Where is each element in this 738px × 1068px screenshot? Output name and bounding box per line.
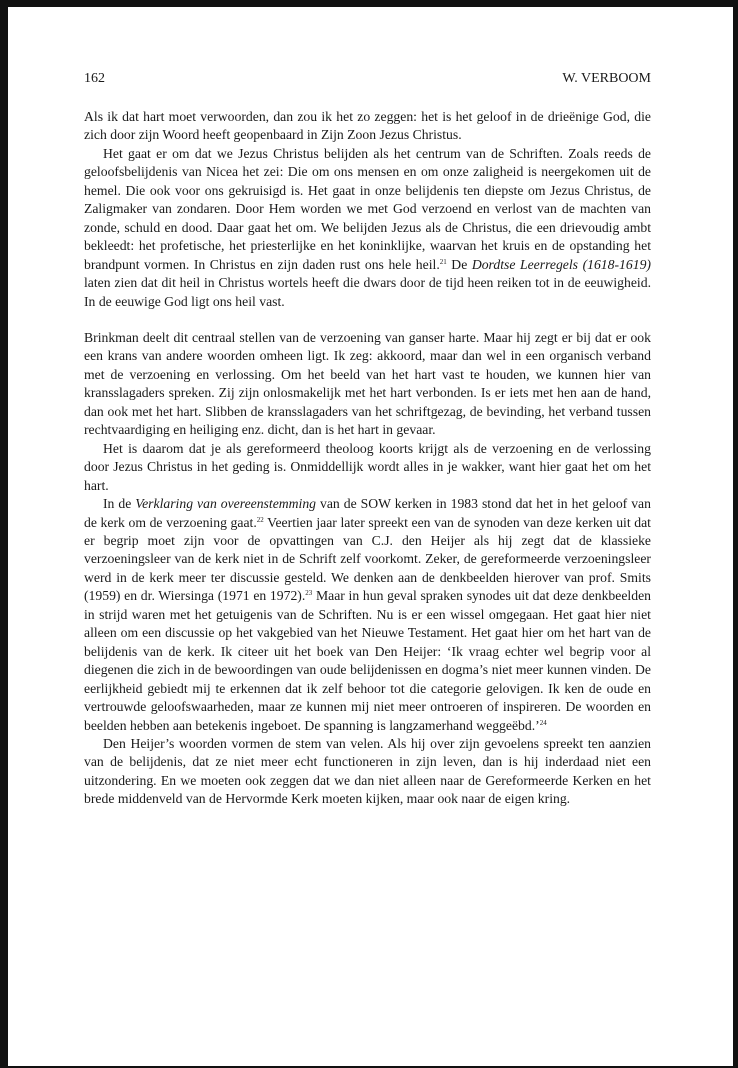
paragraph-5-text-b: van de SOW kerken in 1983 stond dat het in het geloof van de kerk om de verzoening gaat. — [84, 496, 651, 530]
running-head: W. VERBOOM — [562, 71, 651, 86]
scan-border-left — [0, 0, 8, 1068]
page-header — [84, 70, 651, 88]
paragraph-5-text-d: Maar in hun geval spraken synodes uit dat deze denkbeelden in strijd waren met het getuigenis van de Schriften. Nu is er een wissel omgegaan. Het gaat hier niet alleen om een discussie op het vakgebied van het Nieuwe Testament. Het gaat hier om het hart van de belijdenis van de kerk. Ik citeer uit het boek van Den Heijer: ‘Ik vraag echter wel begrip voor al diegenen die zich in de bewoordingen van oude belijdenissen en dogma’s niet meer kunnen vinden. De eerlijkheid gebiedt mij te erkennen dat ik zelf behoor tot die categorie gelovigen. Ik ken de oude en vertrouwde geloofswaarheden, maar ze kunnen mij niet meer ontroeren of inspireren. De woorden en beelden hebben aan betekenis ingeboet. De spanning is langzamerhand weggeëbd.’ — [84, 588, 651, 733]
footnote-ref-23: 23 — [305, 589, 313, 598]
section-break — [84, 311, 651, 329]
scan-border-top — [0, 0, 738, 7]
footnote-ref-22: 22 — [256, 515, 264, 524]
paragraph-5-title: Verklaring van overeenstemming — [135, 496, 317, 512]
book-page — [84, 70, 651, 809]
scan-border-right — [733, 0, 738, 1068]
paragraph-2-title: Dordtse Leerregels (1618-1619) — [471, 256, 651, 272]
footnote-ref-24: 24 — [539, 718, 547, 727]
paragraph-2-text-a: Het gaat er om dat we Jezus Christus belijden als het centrum van de Schriften. Zoals reeds de geloofsbelijdenis van Nicea het zei: Die om ons mensen en om onze zaligheid is neergekomen uit de hemel. Die ook voor ons gekruisigd is. Het gaat in onze belijdenis ten diepste om Jezus Christus, de Zaligmaker van zondaren. Door Hem worden we met God verzoend en verlost van de machten van zonde, schuld en dood. Daar gaat het om. We belijden Jezus als de Christus, die een drievoudig ambt bekleedt: het profetische, het priesterlijke en het koninklijke, waarvan het kruis en de opstanding het brandpunt vormen. In Christus en zijn daden rust ons hele heil. — [84, 145, 651, 272]
paragraph-6: Den Heijer’s woorden vormen de stem van velen. Als hij over zijn gevoelens spreekt ten aanzien van de belijdenis, dat ze niet meer echt functioneren in zijn leven, dan is hij inderdaad niet een uitzondering. En we moeten ook zeggen dat we dan niet alleen naar de Gereformeerde Kerken en het brede middenveld van de Hervormde Kerk moeten kijken, maar ook naar de eigen kring. — [84, 735, 651, 807]
paragraph-5-text-a: In de — [103, 496, 136, 512]
paragraph-4: Het is daarom dat je als gereformeerd theoloog koorts krijgt als de verzoening en de verlossing door Jezus Christus in het geding is. Onmiddellijk wordt alles in je wakker, want hier gaat het om het hart. — [84, 440, 651, 493]
paragraph-2-text-b: De — [446, 256, 472, 272]
footnote-ref-21: 21 — [439, 257, 447, 266]
paragraph-5-text-c: Veertien jaar later spreekt een van de synoden van deze kerken uit dat er begrip moet zijn voor de opvattingen van C.J. den Heijer als hij zegt dat de klassieke verzoeningsleer van de kerk niet in de Schrift zelf voorkomt. Zeker, de gereformeerde verzoeningsleer werd in de kerk meer ter discussie gesteld. We denken aan de denkbeelden hierover van prof. Smits (1959) en dr. Wiersinga (1971 en 1972). — [84, 514, 651, 604]
page-number: 162 — [84, 71, 105, 86]
paragraph-3: Brinkman deelt dit centraal stellen van de verzoening van ganser harte. Maar hij zegt er bij dat er ook een krans van andere woorden omheen ligt. Ik zeg: akkoord, maar dan wel in een organisch verband met de verzoening en verlossing. Om het beeld van het hart vast te houden, we kunnen hier van kransslagaders spreken. Zij zijn onlosmakelijk met het hart verbonden. Is er iets met hen aan de hand, dan ook met het hart. Slibben de kransslagaders van het schriftgezag, de bevinding, het verband tussen rechtvaardiging en heiliging enz. dicht, dan is het hart in gevaar. — [84, 329, 651, 438]
paragraph-2-text-c: laten zien dat dit heil in Christus wortels heeft die dwars door de tijd heen reiken tot in de eeuwigheid. In de eeuwige God ligt ons heil vast. — [84, 275, 651, 309]
paragraph-5 — [84, 495, 651, 735]
paragraph-2 — [84, 145, 651, 311]
paragraph-1: Als ik dat hart moet verwoorden, dan zou ik het zo zeggen: het is het geloof in de drieënige God, die zich door zijn Woord heeft geopenbaard in Zijn Zoon Jezus Christus. — [84, 109, 651, 143]
